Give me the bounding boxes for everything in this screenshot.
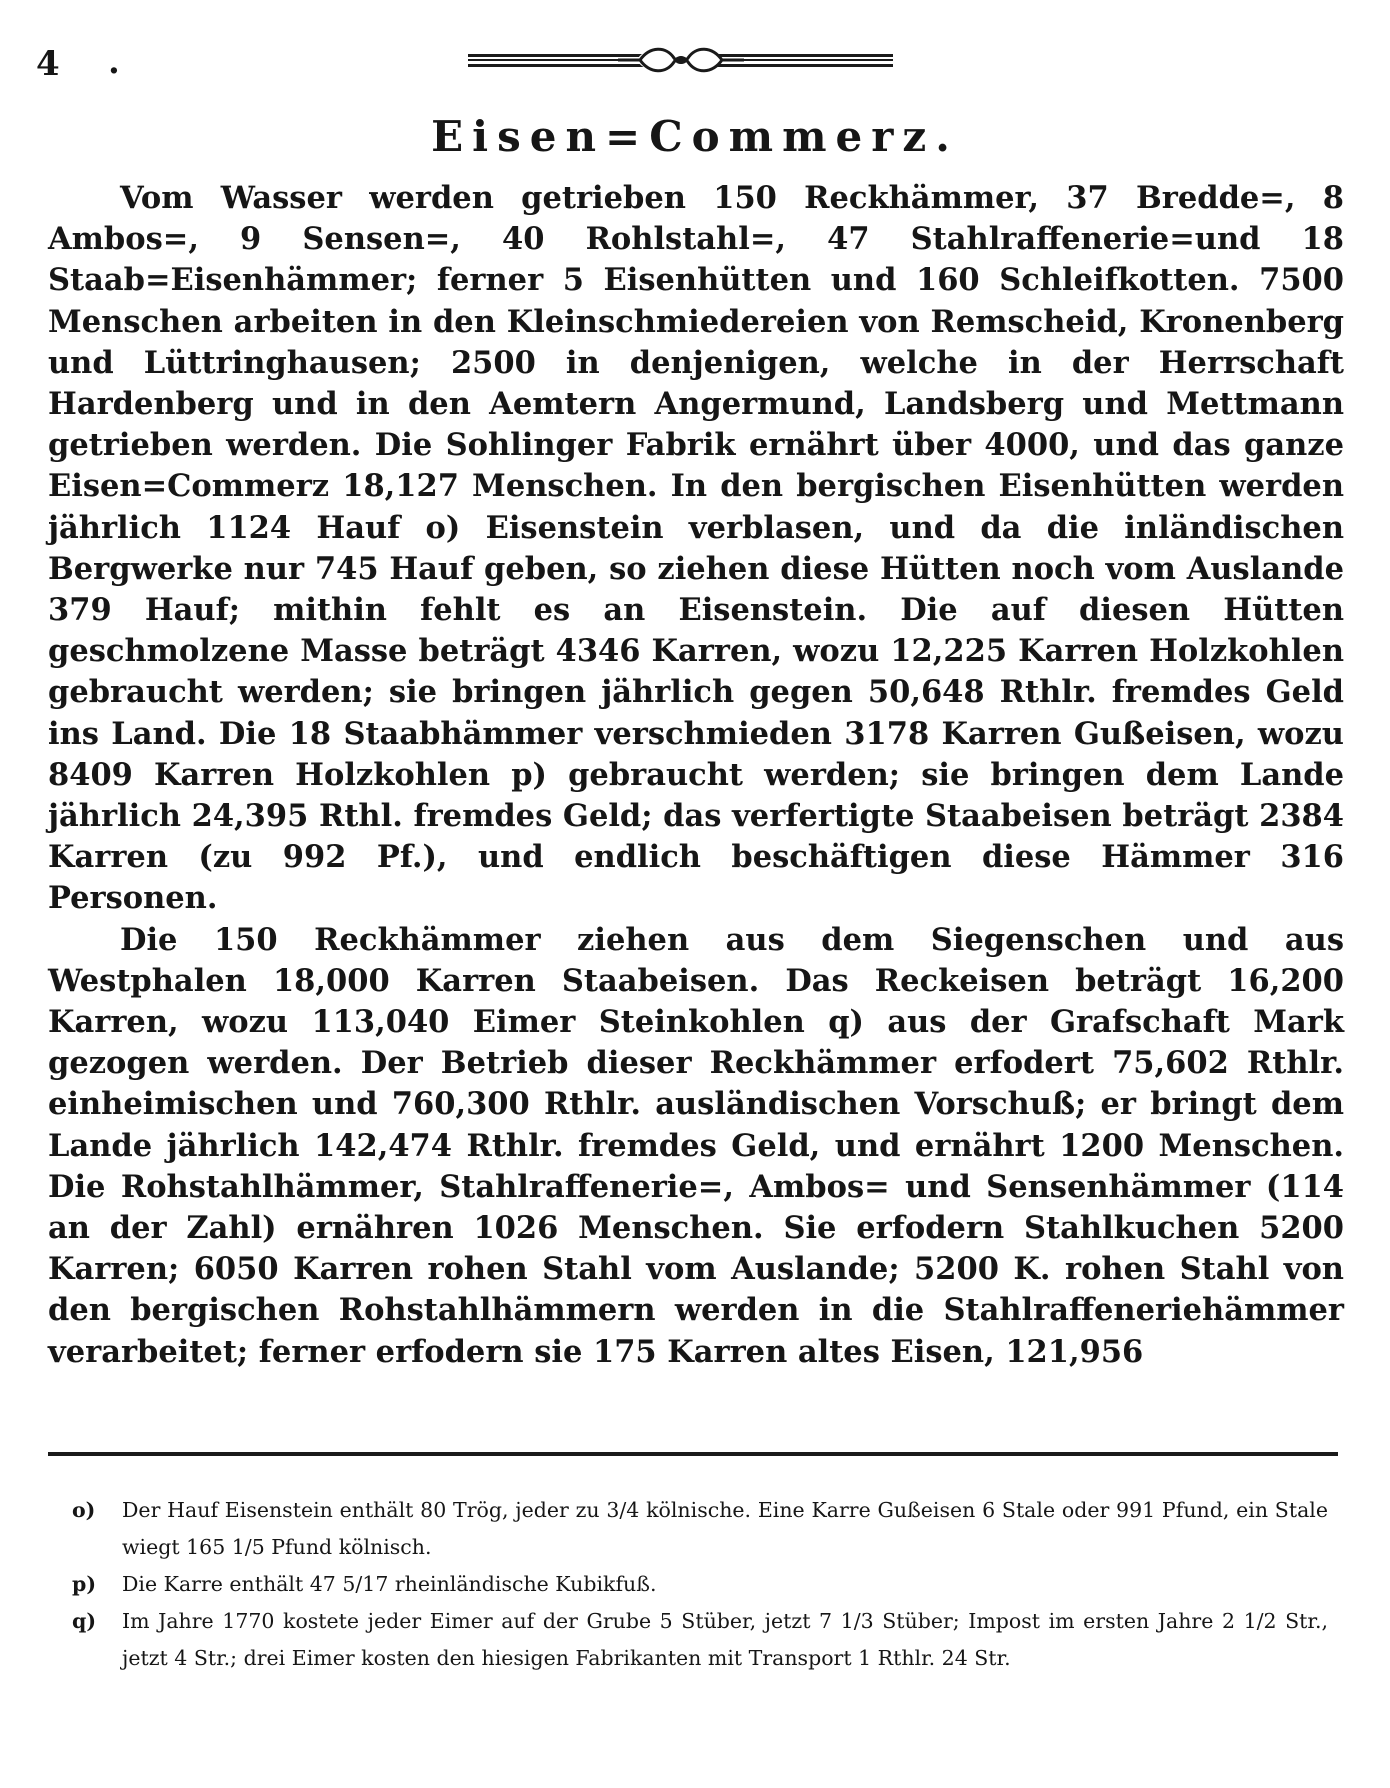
header-ornament-icon [468, 44, 893, 78]
body-text [48, 178, 1344, 1373]
footnote [72, 1603, 1328, 1677]
page-number-dot: . [108, 42, 120, 82]
footnote [72, 1566, 1328, 1603]
paragraph: Vom Wasser werden getrieben 150 Reckhämmer, 37 Bredde=, 8 Ambos=, 9 Sensen=, 40 Rohlstahl=, 47 Stahlraffenerie=und 18 Staab=Eisenhämmer; ferner 5 Eisenhütten und 160 Schleifkotten. 7500 Menschen arbeiten in den Kleinschmiedereien von Remscheid, Kronenberg und Lüttringhausen; 2500 in denjenigen, welche in der Herrschaft Hardenberg und in den Aemtern Angermund, Landsberg und Mettmann getrieben werden. Die Sohlinger Fabrik ernährt über 4000, und das ganze Eisen=Commerz 18,127 Menschen. In den bergischen Eisenhütten werden jährlich 1124 Hauf o) Eisenstein verblasen, und da die inländischen Bergwerke nur 745 Hauf geben, so ziehen diese Hütten noch vom Auslande 379 Hauf; mithin fehlt es an Eisenstein. Die auf diesen Hütten geschmolzene Masse beträgt 4346 Karren, wozu 12,225 Karren Holzkohlen gebraucht werden; sie bringen jährlich gegen 50,648 Rthlr. fremdes Geld ins Land. Die 18 Staabhämmer verschmieden 3178 Karren Gußeisen, wozu 8409 Karren Holzkohlen p) gebraucht werden; sie bringen dem Lande jährlich 24,395 Rthl. fremdes Geld; das verfertigte Staabeisen beträgt 2384 Karren (zu 992 Pf.), und endlich beschäftigen diese Hämmer 316 Personen. [48, 180, 1344, 917]
page-number: 4 [36, 44, 60, 84]
footnote-mark: o) [72, 1498, 96, 1522]
footnotes [72, 1492, 1328, 1677]
footnote-mark: p) [72, 1572, 97, 1596]
footnote-text: Die Karre enthält 47 5/17 rheinländische Kubikfuß. [122, 1572, 657, 1596]
footnote-text: Im Jahre 1770 kostete jeder Eimer auf der Grube 5 Stüber, jetzt 7 1/3 Stüber; Impost im ersten Jahre 2 1/2 Str., jetzt 4 Str.; drei Eimer kosten den hiesigen Fabrikanten mit Transport 1 Rthlr. 24 Str. [122, 1609, 1328, 1670]
footnote [72, 1492, 1328, 1566]
footnote-divider [48, 1452, 1338, 1456]
paragraph: Die 150 Reckhämmer ziehen aus dem Siegenschen und aus Westphalen 18,000 Karren Staabeisen. Das Reckeisen beträgt 16,200 Karren, wozu 113,040 Eimer Steinkohlen q) aus der Grafschaft Mark gezogen werden. Der Betrieb dieser Reckhämmer erfodert 75,602 Rthlr. einheimischen und 760,300 Rthlr. ausländischen Vorschuß; er bringt dem Lande jährlich 142,474 Rthlr. fremdes Geld, und ernährt 1200 Menschen. Die Rohstahlhämmer, Stahlraffenerie=, Ambos= und Sensenhämmer (114 an der Zahl) ernähren 1026 Menschen. Sie erfodern Stahlkuchen 5200 Karren; 6050 Karren rohen Stahl vom Auslande; 5200 K. rohen Stahl von den bergischen Rohstahlhämmern werden in die Stahlraffeneriehämmer verarbeitet; ferner erfodern sie 175 Karren altes Eisen, 121,956 [48, 921, 1344, 1370]
page-title: Eisen=Commerz. [431, 112, 959, 161]
footnote-text: Der Hauf Eisenstein enthält 80 Trög, jeder zu 3/4 kölnische. Eine Karre Gußeisen 6 Stale oder 991 Pfund, ein Stale wiegt 165 1/5 Pfund kölnisch. [122, 1498, 1328, 1559]
footnote-mark: q) [72, 1609, 97, 1633]
